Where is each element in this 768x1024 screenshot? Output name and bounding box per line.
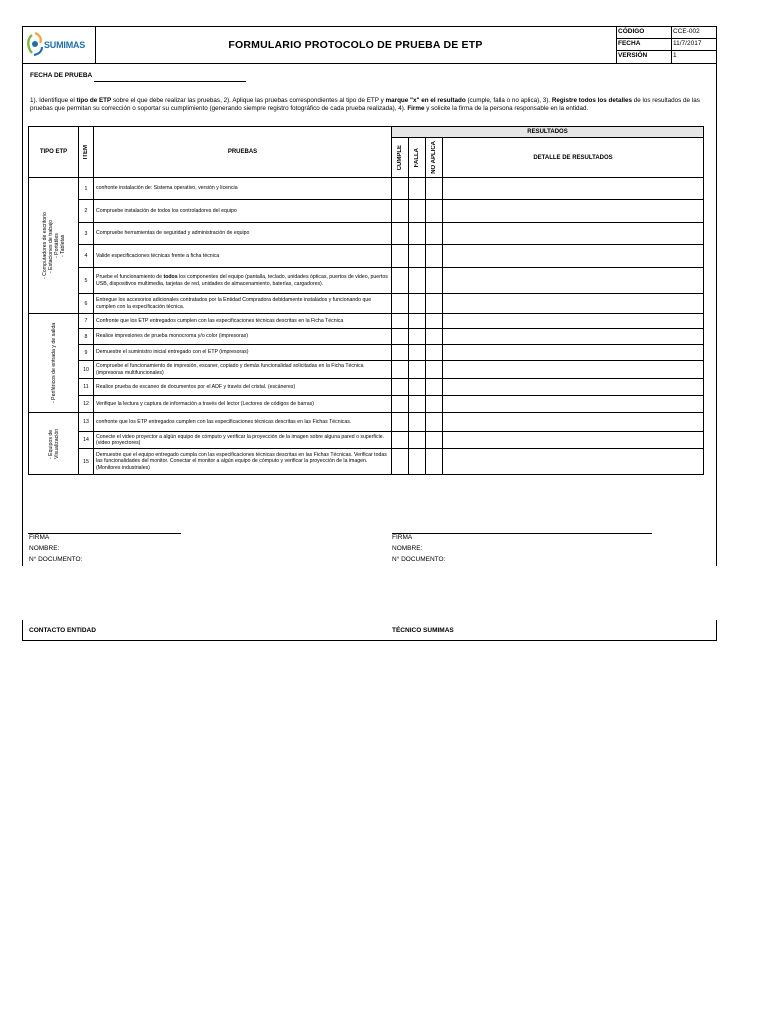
no-aplica-cell[interactable]: [426, 314, 443, 329]
item-number: 12: [79, 396, 94, 413]
no-aplica-cell[interactable]: [426, 294, 443, 314]
table-row: [29, 432, 704, 449]
detalle-cell[interactable]: [443, 329, 704, 345]
cumple-cell[interactable]: [392, 329, 409, 345]
fecha-prueba-label: FECHA DE PRUEBA: [30, 72, 93, 79]
detalle-cell[interactable]: [443, 223, 704, 245]
test-description: Valide especificaciones técnicas frente a ficha técnica: [94, 245, 392, 268]
test-description: Realice impresiones de prueba monocroma y/o color (impresoras): [94, 329, 392, 345]
signature-line-right[interactable]: [392, 533, 652, 534]
cumple-cell[interactable]: [392, 396, 409, 413]
meta-value: CCE-002: [673, 28, 700, 35]
item-number: 13: [79, 413, 94, 432]
test-description: Compruebe instalación de todos los controladores del equipo: [94, 200, 392, 223]
header-cumple: CUMPLE: [392, 138, 409, 178]
test-description: Realice prueba de escaneo de documentos por el ADF y través del cristal. (escáneres): [94, 379, 392, 396]
table-row: [29, 413, 704, 432]
item-number: 5: [79, 268, 94, 294]
detalle-cell[interactable]: [443, 432, 704, 449]
cumple-cell[interactable]: [392, 379, 409, 396]
item-number: 9: [79, 345, 94, 361]
test-description: Pruebe el funcionamiento de todos los componentes del equipo (pantalla, teclado, unidades ópticas, puertos de video, puertos USB, dispositivos multimedia, tarjetas de red, unidades de almacenamiento, baterías, cargadores).: [94, 268, 392, 294]
tecnico-sumimas-label: TÉCNICO SUMIMAS: [392, 627, 454, 634]
cumple-cell[interactable]: [392, 178, 409, 200]
falla-cell[interactable]: [409, 345, 426, 361]
detalle-cell[interactable]: [443, 345, 704, 361]
falla-cell[interactable]: [409, 223, 426, 245]
company-logo: [23, 27, 96, 63]
no-aplica-cell[interactable]: [426, 268, 443, 294]
meta-key: CÓDIGO: [618, 28, 645, 35]
tests-table: [28, 126, 704, 475]
detalle-cell[interactable]: [443, 178, 704, 200]
instructions: 1). Identifique el tipo de ETP sobre el que debe realizar las pruebas, 2). Aplique las pruebas correspondientes al tipo de ETP y marque "x" en el resultado (cumple, falla o no aplica), 3). Registre todos los detalles de los resultados de las pruebas que permitan su corrección o soportar su cumplimiento (generando siempre registro fotográfico de cada prueba realizada), 4). Firme y solicite la firma de la persona responsable en la entidad.: [30, 97, 700, 113]
cumple-cell[interactable]: [392, 345, 409, 361]
no-aplica-cell[interactable]: [426, 449, 443, 475]
meta-value: 11/7/2017: [673, 40, 702, 47]
no-aplica-cell[interactable]: [426, 329, 443, 345]
item-number: 6: [79, 294, 94, 314]
test-description: Verifique la lectura y captura de información a través del lector (Lectores de códigos de barras): [94, 396, 392, 413]
table-row: [29, 345, 704, 361]
test-description: Demuestre que el equipo entregado cumpla con las especificaciones técnicas descritas en las Fichas Técnicas. Verificar todas las funcionalidades del monitor. Conectar el monitor a algún equipo de cómputo y verificar la proyección de la imagen. (Monitores industriales): [94, 449, 392, 475]
tipo-etp-computadores: - Computadores de escritorio - Estaciones de trabajo - Portátiles - Tabletas: [29, 178, 79, 314]
header-falla: FALLA: [409, 138, 426, 178]
firma-label-left: FIRMA: [29, 534, 50, 541]
test-description: Demuestre el suministro inicial entregado con el ETP (impresoras): [94, 345, 392, 361]
falla-cell[interactable]: [409, 396, 426, 413]
falla-cell[interactable]: [409, 314, 426, 329]
falla-cell[interactable]: [409, 200, 426, 223]
falla-cell[interactable]: [409, 432, 426, 449]
footer-right-border: [716, 620, 717, 641]
item-number: 8: [79, 329, 94, 345]
falla-cell[interactable]: [409, 413, 426, 432]
table-row: [29, 294, 704, 314]
signature-line-left[interactable]: [28, 533, 181, 534]
falla-cell[interactable]: [409, 329, 426, 345]
falla-cell[interactable]: [409, 245, 426, 268]
table-row: [29, 379, 704, 396]
header-no-aplica: NO APLICA: [426, 138, 443, 178]
item-number: 15: [79, 449, 94, 475]
document-header: [22, 26, 717, 64]
no-aplica-cell[interactable]: [426, 361, 443, 379]
cumple-cell[interactable]: [392, 200, 409, 223]
no-aplica-cell[interactable]: [426, 432, 443, 449]
table-row: [29, 200, 704, 223]
no-aplica-cell[interactable]: [426, 413, 443, 432]
table-row: [29, 329, 704, 345]
table-row: [29, 449, 704, 475]
meta-key: VERSIÓN: [618, 52, 648, 59]
table-row: [29, 361, 704, 379]
detalle-cell[interactable]: [443, 268, 704, 294]
cumple-cell[interactable]: [392, 294, 409, 314]
header-detalle: DETALLE DE RESULTADOS: [443, 138, 704, 178]
no-aplica-cell[interactable]: [426, 345, 443, 361]
falla-cell[interactable]: [409, 294, 426, 314]
test-description: Compruebe el funcionamiento de impresión, escaner, copiado y demás funcionalidad solicitadas en la Ficha Técnica (impresoras multifuncionales): [94, 361, 392, 379]
table-row: [29, 178, 704, 200]
footer-bottom-line: [22, 640, 717, 641]
frame-right-border: [716, 64, 717, 566]
fecha-prueba-field[interactable]: [94, 81, 246, 82]
item-number: 11: [79, 379, 94, 396]
table-row: [29, 314, 704, 329]
item-number: 7: [79, 314, 94, 329]
documento-label-left: N° DOCUMENTO:: [29, 556, 83, 563]
cumple-cell[interactable]: [392, 223, 409, 245]
frame-left-border: [22, 64, 23, 566]
tipo-etp-perifericos: - Periféricos de entrada y de salida: [29, 314, 79, 413]
meta-version: [616, 51, 717, 63]
header-resultados: RESULTADOS: [392, 127, 704, 138]
detalle-cell[interactable]: [443, 379, 704, 396]
cumple-cell[interactable]: [392, 432, 409, 449]
detalle-cell[interactable]: [443, 314, 704, 329]
detalle-cell[interactable]: [443, 294, 704, 314]
footer-left-border: [22, 620, 23, 641]
logo-text: SUMIMAS: [44, 40, 86, 50]
nombre-label-right: NOMBRE:: [392, 545, 423, 552]
item-number: 4: [79, 245, 94, 268]
detalle-cell[interactable]: [443, 449, 704, 475]
no-aplica-cell[interactable]: [426, 245, 443, 268]
no-aplica-cell[interactable]: [426, 396, 443, 413]
nombre-label-left: NOMBRE:: [29, 545, 60, 552]
falla-cell[interactable]: [409, 178, 426, 200]
falla-cell[interactable]: [409, 361, 426, 379]
falla-cell[interactable]: [409, 268, 426, 294]
no-aplica-cell[interactable]: [426, 178, 443, 200]
detalle-cell[interactable]: [443, 200, 704, 223]
meta-key: FECHA: [618, 40, 641, 47]
detalle-cell[interactable]: [443, 413, 704, 432]
table-row: [29, 223, 704, 245]
item-number: 2: [79, 200, 94, 223]
item-number: 3: [79, 223, 94, 245]
cumple-cell[interactable]: [392, 245, 409, 268]
test-description: Entregue los accesorios adicionales contratados por la Entidad Compradora debidamente instalados y funcionando que cumplen con la especificación técnica.: [94, 294, 392, 314]
meta-codigo: [616, 27, 717, 39]
documento-label-right: N° DOCUMENTO:: [392, 556, 446, 563]
firma-label-right: FIRMA: [392, 534, 413, 541]
item-number: 14: [79, 432, 94, 449]
cumple-cell[interactable]: [392, 449, 409, 475]
no-aplica-cell[interactable]: [426, 379, 443, 396]
page-title: FORMULARIO PROTOCOLO DE PRUEBA DE ETP: [95, 27, 617, 63]
item-number: 1: [79, 178, 94, 200]
document-meta: [616, 27, 717, 63]
cumple-cell[interactable]: [392, 413, 409, 432]
meta-value: 1: [673, 52, 677, 59]
detalle-cell[interactable]: [443, 396, 704, 413]
table-row: [29, 245, 704, 268]
cumple-cell[interactable]: [392, 361, 409, 379]
contacto-entidad-label: CONTACTO ENTIDAD: [29, 627, 96, 634]
cumple-cell[interactable]: [392, 314, 409, 329]
no-aplica-cell[interactable]: [426, 223, 443, 245]
falla-cell[interactable]: [409, 379, 426, 396]
test-description: Compruebe herramientas de seguridad y administración de equipo: [94, 223, 392, 245]
detalle-cell[interactable]: [443, 361, 704, 379]
header-pruebas: PRUEBAS: [94, 127, 392, 178]
header-item: ITEM: [79, 127, 94, 178]
table-row: [29, 268, 704, 294]
cumple-cell[interactable]: [392, 268, 409, 294]
detalle-cell[interactable]: [443, 245, 704, 268]
header-tipo-etp: TIPO ETP: [29, 127, 79, 178]
test-description: Confronte que los ETP entregados cumplen con las especificaciones técnicas descritas en la Ficha Técnica: [94, 314, 392, 329]
test-description: confronte que los ETP entregados cumplen con las especificaciones técnicas descritas en las Fichas Técnicas.: [94, 413, 392, 432]
test-description: Conecte el video proyector a algún equipo de cómputo y verificar la proyección de la imagen sobre alguna pared o superficie. (video proyectores): [94, 432, 392, 449]
meta-fecha: [616, 39, 717, 51]
tipo-etp-visualizacion: - Equipos de Visualización: [29, 413, 79, 475]
table-row: [29, 396, 704, 413]
no-aplica-cell[interactable]: [426, 200, 443, 223]
test-description: confronte instalación de: Sistema operativo, versión y licencia: [94, 178, 392, 200]
item-number: 10: [79, 361, 94, 379]
falla-cell[interactable]: [409, 449, 426, 475]
